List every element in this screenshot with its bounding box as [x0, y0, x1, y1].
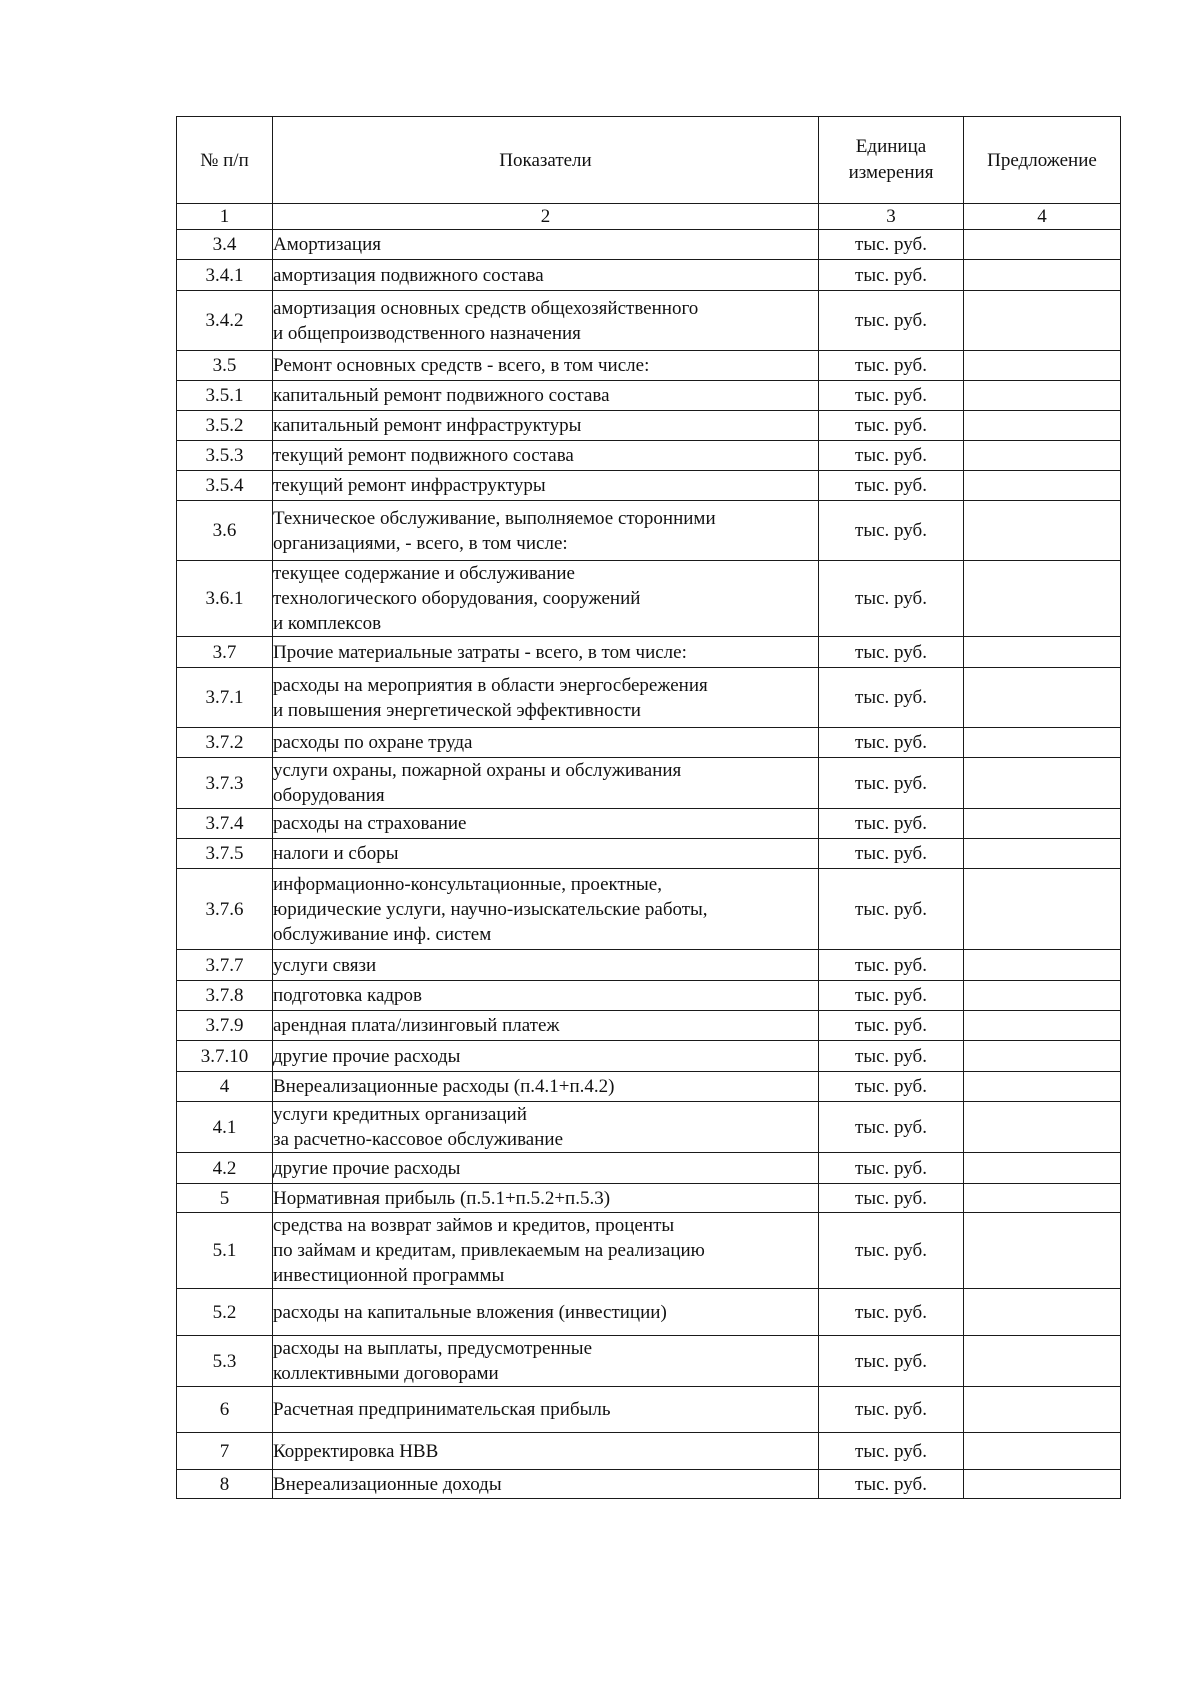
row-number: 3.7.2 [177, 728, 273, 758]
row-number: 3.7.1 [177, 668, 273, 728]
table-row [177, 1336, 1121, 1387]
table-row [177, 1289, 1121, 1336]
row-indicator [273, 1387, 819, 1433]
indicator-line: технологического оборудования, сооружений [273, 588, 641, 609]
column-index-row [177, 204, 1121, 230]
row-indicator [273, 441, 819, 471]
row-indicator [273, 668, 819, 728]
row-unit: тыс. руб. [819, 230, 964, 260]
indicator-line: подготовка кадров [273, 985, 423, 1006]
indicator-line: оборудования [273, 785, 385, 806]
indicator-line: за расчетно-кассовое обслуживание [273, 1129, 564, 1150]
row-unit: тыс. руб. [819, 728, 964, 758]
table-row [177, 1470, 1121, 1499]
table-row [177, 1433, 1121, 1470]
indicator-line: и повышения энергетической эффективности [273, 699, 641, 721]
row-number: 3.4.2 [177, 291, 273, 351]
row-number: 3.7.3 [177, 758, 273, 809]
row-proposal [964, 1470, 1121, 1499]
table-row [177, 501, 1121, 561]
header-indicators: Показатели [273, 117, 819, 204]
row-number: 3.7 [177, 637, 273, 668]
indicator-line: услуги охраны, пожарной охраны и обслуживания [273, 760, 682, 781]
row-proposal [964, 411, 1121, 441]
row-indicator [273, 1213, 819, 1289]
table-row [177, 869, 1121, 950]
row-indicator [273, 1041, 819, 1072]
header-number: № п/п [177, 117, 273, 204]
row-unit: тыс. руб. [819, 1336, 964, 1387]
indicators-table [176, 116, 1121, 1499]
row-proposal [964, 637, 1121, 668]
indicator-line: коллективными договорами [273, 1363, 499, 1384]
indicator-line: Прочие материальные затраты - всего, в том числе: [273, 641, 687, 663]
column-index: 1 [177, 204, 273, 230]
table-row [177, 668, 1121, 728]
header-proposal: Предложение [964, 117, 1121, 204]
indicator-line: капитальный ремонт подвижного состава [273, 385, 610, 406]
indicator-line: Внереализационные доходы [273, 1473, 502, 1495]
row-indicator [273, 1289, 819, 1336]
row-unit: тыс. руб. [819, 441, 964, 471]
table-row [177, 260, 1121, 291]
indicator-line: расходы на мероприятия в области энергосбережения [273, 674, 708, 696]
row-number: 8 [177, 1470, 273, 1499]
table-row [177, 471, 1121, 501]
column-index: 2 [273, 204, 819, 230]
table-row [177, 1041, 1121, 1072]
indicator-line: текущее содержание и обслуживание [273, 563, 575, 584]
table-row [177, 441, 1121, 471]
indicator-line: расходы по охране труда [273, 732, 473, 753]
row-number: 3.5.2 [177, 411, 273, 441]
row-indicator [273, 381, 819, 411]
row-number: 3.7.6 [177, 869, 273, 950]
row-number: 5.1 [177, 1213, 273, 1289]
row-unit: тыс. руб. [819, 950, 964, 981]
table-row [177, 351, 1121, 381]
row-indicator [273, 758, 819, 809]
indicator-line: налоги и сборы [273, 843, 399, 864]
row-indicator [273, 1470, 819, 1499]
table-row [177, 1072, 1121, 1102]
table-row [177, 1011, 1121, 1041]
row-proposal [964, 1184, 1121, 1213]
indicator-line: расходы на страхование [273, 813, 467, 834]
indicator-line: обслуживание инф. систем [273, 923, 492, 945]
row-proposal [964, 351, 1121, 381]
indicator-line: текущий ремонт подвижного состава [273, 445, 574, 466]
row-unit: тыс. руб. [819, 668, 964, 728]
row-proposal [964, 501, 1121, 561]
row-proposal [964, 981, 1121, 1011]
row-proposal [964, 291, 1121, 351]
row-unit: тыс. руб. [819, 809, 964, 839]
column-index: 3 [819, 204, 964, 230]
row-indicator [273, 351, 819, 381]
row-unit: тыс. руб. [819, 1433, 964, 1470]
table-row [177, 1387, 1121, 1433]
row-unit: тыс. руб. [819, 260, 964, 291]
row-indicator [273, 471, 819, 501]
row-indicator [273, 1072, 819, 1102]
row-proposal [964, 381, 1121, 411]
table-row [177, 950, 1121, 981]
table-row [177, 839, 1121, 869]
row-number: 5.2 [177, 1289, 273, 1336]
indicator-line: информационно-консультационные, проектные, [273, 873, 662, 895]
row-unit: тыс. руб. [819, 1470, 964, 1499]
row-indicator [273, 1102, 819, 1153]
row-proposal [964, 1011, 1121, 1041]
row-number: 6 [177, 1387, 273, 1433]
row-unit: тыс. руб. [819, 1072, 964, 1102]
row-indicator [273, 728, 819, 758]
indicator-line: организациями, - всего, в том числе: [273, 532, 568, 554]
row-proposal [964, 869, 1121, 950]
row-indicator [273, 950, 819, 981]
row-indicator [273, 260, 819, 291]
row-proposal [964, 758, 1121, 809]
table-header-row [177, 117, 1121, 204]
row-number: 3.7.5 [177, 839, 273, 869]
row-indicator [273, 1433, 819, 1470]
row-unit: тыс. руб. [819, 1011, 964, 1041]
row-indicator [273, 809, 819, 839]
indicator-line: другие прочие расходы [273, 1045, 461, 1067]
indicator-line: арендная плата/лизинговый платеж [273, 1015, 560, 1036]
row-indicator [273, 411, 819, 441]
row-indicator [273, 839, 819, 869]
row-indicator [273, 1153, 819, 1184]
row-proposal [964, 1289, 1121, 1336]
row-proposal [964, 1153, 1121, 1184]
indicator-line: по займам и кредитам, привлекаемым на реализацию [273, 1240, 705, 1261]
row-proposal [964, 950, 1121, 981]
header-unit [819, 117, 964, 204]
row-unit: тыс. руб. [819, 1387, 964, 1433]
table-row [177, 1213, 1121, 1289]
column-index: 4 [964, 204, 1121, 230]
row-unit: тыс. руб. [819, 758, 964, 809]
row-unit: тыс. руб. [819, 869, 964, 950]
table-row [177, 411, 1121, 441]
row-proposal [964, 1102, 1121, 1153]
row-unit: тыс. руб. [819, 981, 964, 1011]
row-indicator [273, 1184, 819, 1213]
indicator-line: амортизация подвижного состава [273, 264, 544, 286]
row-proposal [964, 260, 1121, 291]
row-number: 4 [177, 1072, 273, 1102]
row-indicator [273, 230, 819, 260]
row-number: 3.5 [177, 351, 273, 381]
table-row [177, 561, 1121, 637]
indicator-line: расходы на выплаты, предусмотренные [273, 1338, 593, 1359]
row-number: 3.4.1 [177, 260, 273, 291]
row-number: 3.7.9 [177, 1011, 273, 1041]
indicator-line: юридические услуги, научно-изыскательские работы, [273, 898, 708, 920]
row-number: 3.7.4 [177, 809, 273, 839]
document-page [176, 116, 1120, 1499]
row-number: 4.1 [177, 1102, 273, 1153]
row-unit: тыс. руб. [819, 1289, 964, 1336]
row-proposal [964, 1041, 1121, 1072]
indicator-line: капитальный ремонт инфраструктуры [273, 415, 582, 436]
row-proposal [964, 1072, 1121, 1102]
row-unit: тыс. руб. [819, 381, 964, 411]
indicator-line: текущий ремонт инфраструктуры [273, 475, 546, 496]
row-unit: тыс. руб. [819, 1184, 964, 1213]
table-row [177, 637, 1121, 668]
row-number: 3.5.4 [177, 471, 273, 501]
indicator-line: и комплексов [273, 613, 382, 634]
row-proposal [964, 1387, 1121, 1433]
row-unit: тыс. руб. [819, 291, 964, 351]
table-row [177, 1102, 1121, 1153]
indicator-line: Амортизация [273, 234, 381, 255]
table-row [177, 758, 1121, 809]
table-row [177, 291, 1121, 351]
indicator-line: услуги связи [273, 954, 377, 976]
row-number: 3.5.1 [177, 381, 273, 411]
row-proposal [964, 728, 1121, 758]
indicator-line: расходы на капитальные вложения (инвестиции) [273, 1301, 667, 1323]
table-body [177, 230, 1121, 1499]
row-indicator [273, 1336, 819, 1387]
row-proposal [964, 668, 1121, 728]
indicator-line: и общепроизводственного назначения [273, 322, 581, 344]
indicator-line: Техническое обслуживание, выполняемое сторонними [273, 507, 716, 529]
row-indicator [273, 981, 819, 1011]
indicator-line: другие прочие расходы [273, 1157, 461, 1179]
table-row [177, 1184, 1121, 1213]
row-proposal [964, 1433, 1121, 1470]
row-indicator [273, 637, 819, 668]
indicator-line: услуги кредитных организаций [273, 1104, 527, 1125]
row-unit: тыс. руб. [819, 471, 964, 501]
row-proposal [964, 471, 1121, 501]
row-unit: тыс. руб. [819, 1041, 964, 1072]
row-unit: тыс. руб. [819, 637, 964, 668]
header-unit-line: измерения [848, 162, 934, 183]
row-indicator [273, 561, 819, 637]
indicator-line: Внереализационные расходы (п.4.1+п.4.2) [273, 1076, 615, 1097]
row-indicator [273, 1011, 819, 1041]
row-proposal [964, 441, 1121, 471]
table-row [177, 230, 1121, 260]
row-proposal [964, 1336, 1121, 1387]
indicator-line: Ремонт основных средств - всего, в том числе: [273, 355, 650, 376]
indicator-line: инвестиционной программы [273, 1265, 505, 1286]
row-unit: тыс. руб. [819, 1102, 964, 1153]
indicator-line: Корректировка НВВ [273, 1440, 439, 1462]
row-number: 5.3 [177, 1336, 273, 1387]
row-unit: тыс. руб. [819, 1153, 964, 1184]
row-proposal [964, 809, 1121, 839]
row-proposal [964, 230, 1121, 260]
indicator-line: Расчетная предпринимательская прибыль [273, 1399, 611, 1420]
row-proposal [964, 561, 1121, 637]
row-unit: тыс. руб. [819, 351, 964, 381]
row-unit: тыс. руб. [819, 561, 964, 637]
row-number: 3.4 [177, 230, 273, 260]
row-unit: тыс. руб. [819, 501, 964, 561]
indicator-line: средства на возврат займов и кредитов, проценты [273, 1215, 675, 1236]
table-row [177, 809, 1121, 839]
table-row [177, 381, 1121, 411]
row-number: 3.6.1 [177, 561, 273, 637]
row-unit: тыс. руб. [819, 1213, 964, 1289]
row-number: 7 [177, 1433, 273, 1470]
header-unit-line: Единица [855, 136, 927, 157]
row-indicator [273, 291, 819, 351]
indicator-line: амортизация основных средств общехозяйственного [273, 297, 699, 319]
row-proposal [964, 839, 1121, 869]
row-unit: тыс. руб. [819, 411, 964, 441]
row-number: 3.7.8 [177, 981, 273, 1011]
row-number: 3.7.7 [177, 950, 273, 981]
table-row [177, 728, 1121, 758]
row-indicator [273, 869, 819, 950]
row-number: 3.7.10 [177, 1041, 273, 1072]
row-number: 4.2 [177, 1153, 273, 1184]
indicator-line: Нормативная прибыль (п.5.1+п.5.2+п.5.3) [273, 1187, 611, 1209]
table-row [177, 1153, 1121, 1184]
row-number: 5 [177, 1184, 273, 1213]
row-indicator [273, 501, 819, 561]
row-unit: тыс. руб. [819, 839, 964, 869]
row-number: 3.5.3 [177, 441, 273, 471]
row-number: 3.6 [177, 501, 273, 561]
table-row [177, 981, 1121, 1011]
row-proposal [964, 1213, 1121, 1289]
